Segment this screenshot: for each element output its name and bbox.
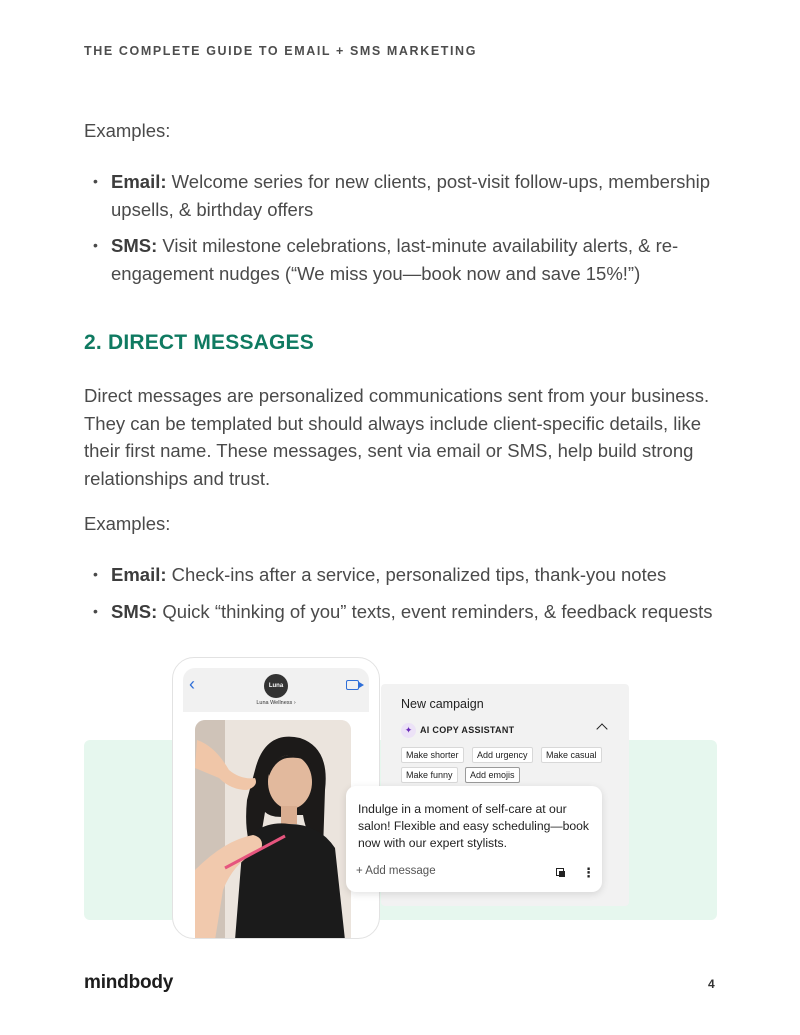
contact-name: Luna Wellness › [256, 700, 296, 706]
bullet-icon: • [93, 237, 98, 253]
message-card [346, 786, 602, 892]
bullet-label: Email: [111, 171, 167, 192]
back-icon: ‹ [189, 674, 195, 694]
bullet-icon: • [93, 173, 98, 189]
campaign-title: New campaign [401, 697, 484, 711]
chip-make-funny[interactable]: Make funny [401, 767, 458, 783]
contact-avatar: Luna [264, 674, 288, 698]
list-item [84, 561, 744, 589]
page-number: 4 [708, 977, 715, 991]
bullet-text: Quick “thinking of you” texts, event reminders, & feedback requests [157, 600, 713, 622]
section-heading: 2. DIRECT MESSAGES [84, 331, 314, 354]
mindbody-logo: mindbody [84, 972, 174, 993]
bullet-icon: • [93, 602, 98, 619]
magic-wand-icon: ✦ [401, 723, 416, 738]
salon-photo-illustration [195, 720, 351, 939]
add-message-button[interactable]: + Add message [356, 865, 436, 877]
bullet-icon: • [93, 566, 98, 582]
list-item [84, 232, 729, 287]
examples-label: Examples: [84, 120, 171, 141]
ai-assistant-row[interactable] [401, 723, 606, 739]
bullet-label: Email: [111, 564, 167, 585]
bullet-label: SMS: [111, 600, 158, 622]
more-options-icon[interactable]: ⋮ [582, 865, 595, 880]
message-text[interactable]: Indulge in a moment of self-care at our salon! Flexible and easy scheduling—book now with our expert stylists. [358, 802, 590, 850]
list-item [84, 598, 744, 626]
examples-list-1 [84, 168, 729, 296]
chip-make-shorter[interactable]: Make shorter [401, 747, 464, 763]
examples-label: Examples: [84, 513, 171, 534]
list-item [84, 168, 729, 223]
bullet-text: Welcome series for new clients, post-visit follow-ups, membership upsells, & birthday offers [111, 171, 711, 220]
ai-assistant-label: AI COPY ASSISTANT [420, 725, 515, 735]
bullet-label: SMS: [111, 235, 158, 256]
examples-list-2 [84, 561, 744, 634]
video-call-icon [346, 680, 359, 690]
salon-photo [195, 720, 351, 939]
copy-icon[interactable] [556, 868, 565, 877]
running-header: THE COMPLETE GUIDE TO EMAIL + SMS MARKETING [84, 44, 478, 58]
chip-add-emojis[interactable]: Add emojis [465, 767, 520, 783]
bullet-text: Visit milestone celebrations, last-minute availability alerts, & re-engagement nudges (“We miss you—book now and save 15%!”) [111, 235, 679, 284]
phone-header [183, 668, 369, 712]
chip-make-casual[interactable]: Make casual [541, 747, 602, 763]
section-body: Direct messages are personalized communications sent from your business. They can be templated but should always include client-specific details, like their first name. These messages, sent via email or SMS, help build strong relationships and trust. [84, 385, 710, 489]
chevron-up-icon[interactable] [596, 723, 607, 734]
bullet-text: Check-ins after a service, personalized tips, thank-you notes [166, 564, 667, 585]
chip-add-urgency[interactable]: Add urgency [472, 747, 533, 763]
